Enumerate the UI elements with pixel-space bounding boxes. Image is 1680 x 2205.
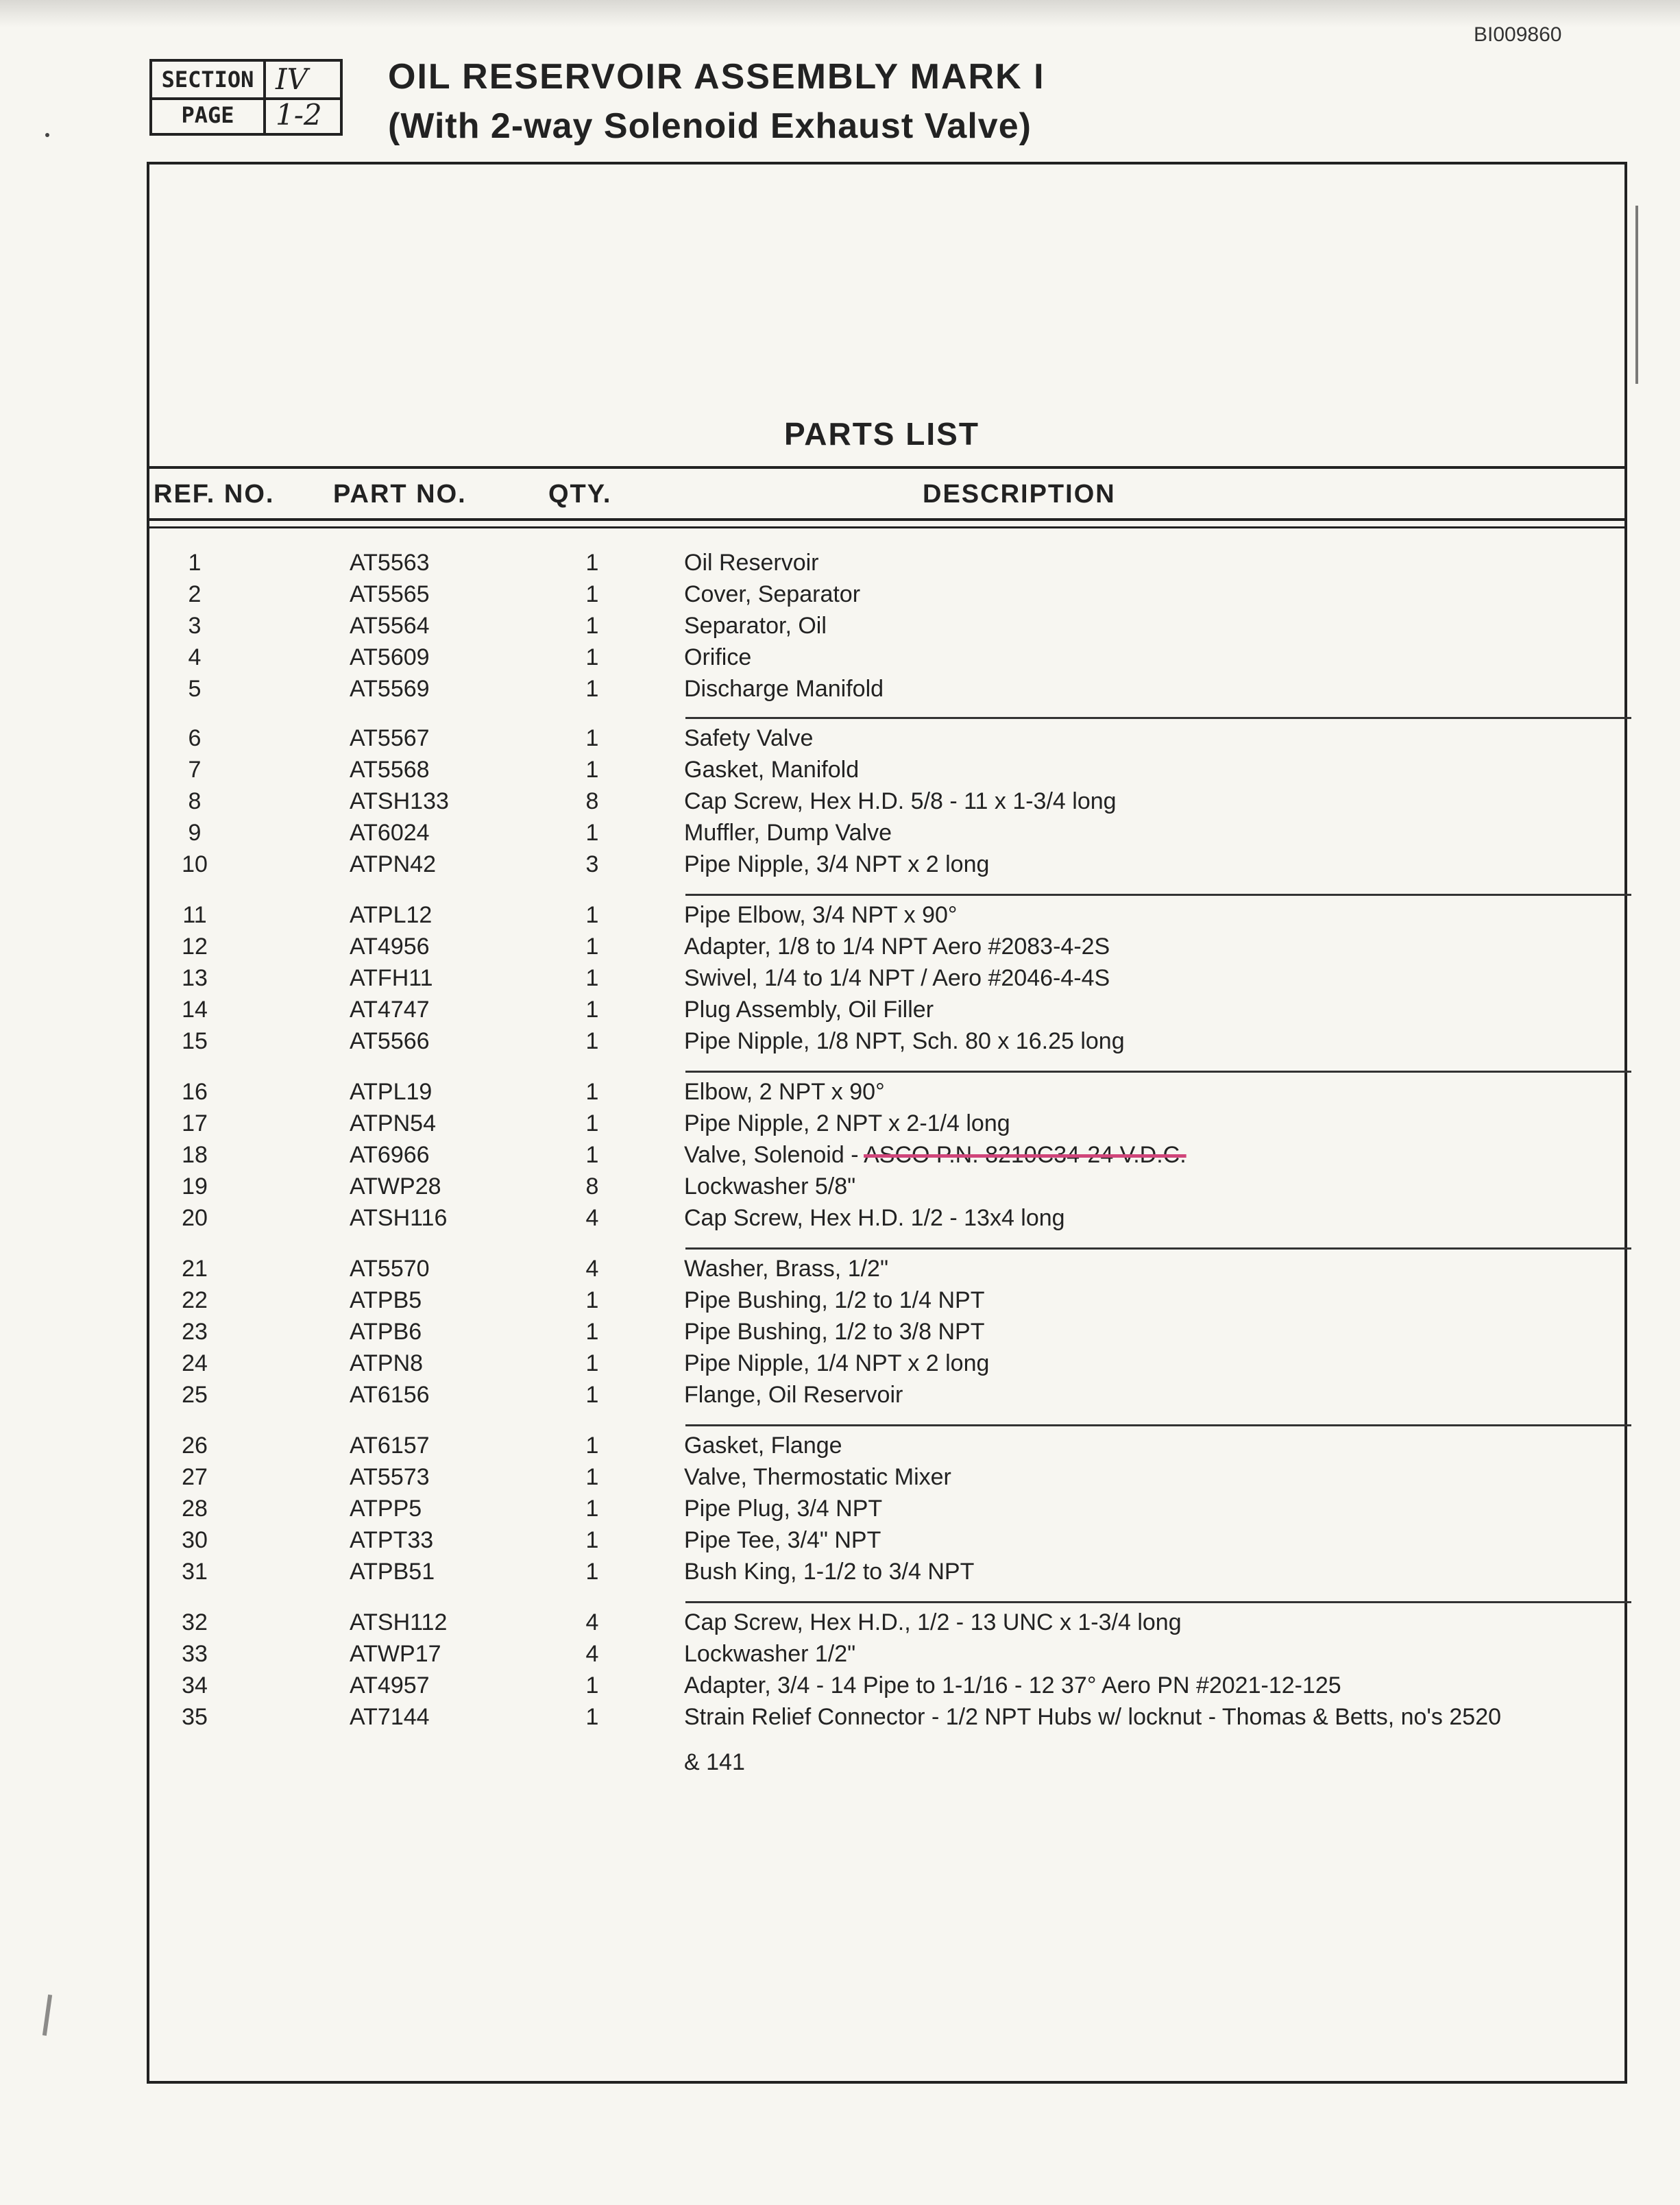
qty-cell: 4 — [585, 1205, 599, 1231]
table-row — [147, 1433, 1627, 1464]
qty-cell: 1 — [585, 1672, 599, 1698]
ref-cell: 22 — [182, 1287, 208, 1313]
description-cell: Discharge Manifold — [684, 676, 884, 702]
ref-cell: 17 — [182, 1110, 208, 1136]
part-no-cell: AT4956 — [350, 934, 430, 960]
ref-cell: 32 — [182, 1609, 208, 1635]
ref-cell: 13 — [182, 965, 208, 991]
scan-top-strip — [0, 0, 1680, 27]
page-title: OIL RESERVOIR ASSEMBLY MARK I — [388, 57, 1045, 97]
col-header-desc: DESCRIPTION — [923, 480, 1116, 509]
part-no-cell: AT5567 — [350, 725, 430, 751]
group-separator — [685, 894, 1631, 896]
qty-cell: 1 — [585, 1350, 599, 1376]
section-value: IV — [276, 62, 308, 96]
description-cell: Pipe Nipple, 1/4 NPT x 2 long — [684, 1350, 990, 1376]
part-no-cell: AT6156 — [350, 1382, 430, 1408]
group-separator — [685, 717, 1631, 719]
group-separator — [685, 1424, 1631, 1426]
part-no-cell: ATPB6 — [350, 1319, 422, 1345]
qty-cell: 1 — [585, 1496, 599, 1522]
description-cell: Bush King, 1-1/2 to 3/4 NPT — [684, 1559, 975, 1585]
ref-cell: 12 — [182, 934, 208, 960]
qty-cell: 1 — [585, 934, 599, 960]
description-cell: Pipe Plug, 3/4 NPT — [684, 1496, 883, 1522]
part-no-cell: AT5569 — [350, 676, 430, 702]
description-cell: Strain Relief Connector - 1/2 NPT Hubs w/ locknut - Thomas & Betts, no's 2520 — [684, 1704, 1502, 1730]
part-no-cell: AT5566 — [350, 1028, 430, 1054]
table-row — [147, 1173, 1627, 1205]
part-no-cell: AT5565 — [350, 581, 430, 607]
ref-cell: 34 — [182, 1672, 208, 1698]
col-header-qty: QTY. — [548, 480, 612, 509]
table-row — [147, 1350, 1627, 1382]
ref-cell: 33 — [182, 1641, 208, 1667]
description-cell: Oil Reservoir — [684, 550, 819, 576]
description-cell: Swivel, 1/4 to 1/4 NPT / Aero #2046-4-4S — [684, 965, 1110, 991]
ref-cell: 4 — [188, 644, 202, 670]
qty-cell: 1 — [585, 965, 599, 991]
description-cell: Pipe Bushing, 1/2 to 3/8 NPT — [684, 1319, 985, 1345]
section-page-box — [149, 59, 343, 136]
part-no-cell: AT6157 — [350, 1433, 430, 1459]
struck-description-text: ASCO P.N. 8210C34-24 V.D.C. — [864, 1142, 1186, 1168]
table-row — [147, 934, 1627, 965]
scan-speck — [42, 1995, 52, 2036]
table-row — [147, 757, 1627, 788]
description-cell: Orifice — [684, 644, 752, 670]
description-cell: Flange, Oil Reservoir — [684, 1382, 903, 1408]
description-cell: Gasket, Flange — [684, 1433, 842, 1459]
ref-cell: 26 — [182, 1433, 208, 1459]
part-no-cell: AT5570 — [350, 1256, 430, 1282]
table-row — [147, 1287, 1627, 1319]
part-no-cell: AT5609 — [350, 644, 430, 670]
part-no-cell: ATWP28 — [350, 1173, 441, 1199]
table-row — [147, 1496, 1627, 1527]
qty-cell: 1 — [585, 1527, 599, 1553]
group-separator — [685, 1071, 1631, 1073]
table-row — [147, 1110, 1627, 1142]
col-header-part: PART NO. — [333, 480, 467, 509]
table-row — [147, 820, 1627, 851]
page-row — [152, 97, 340, 133]
table-row — [147, 1142, 1627, 1173]
part-no-cell: ATWP17 — [350, 1641, 441, 1667]
part-no-cell: ATPL12 — [350, 902, 433, 928]
qty-cell: 4 — [585, 1609, 599, 1635]
description-cell: Lockwasher 1/2" — [684, 1641, 856, 1667]
ref-cell: 3 — [188, 613, 202, 639]
qty-cell: 1 — [585, 581, 599, 607]
table-row — [147, 581, 1627, 613]
description-cell: Adapter, 1/8 to 1/4 NPT Aero #2083-4-2S — [684, 934, 1110, 960]
section-row — [152, 62, 340, 100]
description-cell: Safety Valve — [684, 725, 814, 751]
qty-cell: 1 — [585, 1142, 599, 1168]
ref-cell: 15 — [182, 1028, 208, 1054]
table-row — [147, 1028, 1627, 1060]
header-double-rule — [147, 526, 1627, 528]
part-no-cell: AT5564 — [350, 613, 430, 639]
ref-cell: 24 — [182, 1350, 208, 1376]
qty-cell: 1 — [585, 1287, 599, 1313]
page-edge-mark — [1635, 206, 1638, 384]
qty-cell: 8 — [585, 788, 599, 814]
description-cell: Cover, Separator — [684, 581, 861, 607]
ref-cell: 6 — [188, 725, 202, 751]
continuation-text: & 141 — [684, 1749, 745, 1775]
qty-cell: 4 — [585, 1256, 599, 1282]
page-label: PAGE — [152, 97, 266, 133]
part-no-cell: AT7144 — [350, 1704, 430, 1730]
table-row — [147, 1527, 1627, 1559]
qty-cell: 1 — [585, 1319, 599, 1345]
ref-cell: 1 — [188, 550, 202, 576]
ref-cell: 23 — [182, 1319, 208, 1345]
parts-list-heading: PARTS LIST — [784, 416, 979, 452]
description-cell: Pipe Nipple, 1/8 NPT, Sch. 80 x 16.25 long — [684, 1028, 1125, 1054]
part-no-cell: AT5568 — [350, 757, 430, 783]
qty-cell: 1 — [585, 1433, 599, 1459]
description-cell: Cap Screw, Hex H.D. 1/2 - 13x4 long — [684, 1205, 1065, 1231]
description-cell: Plug Assembly, Oil Filler — [684, 997, 934, 1023]
description-cell-wrapper — [684, 1142, 1186, 1169]
header-bottom-rule — [147, 518, 1627, 521]
table-row — [147, 1641, 1627, 1672]
qty-cell: 1 — [585, 1559, 599, 1585]
col-header-ref: REF. NO. — [154, 480, 275, 509]
page-value: 1-2 — [276, 98, 322, 132]
table-row — [147, 1319, 1627, 1350]
table-row — [147, 1205, 1627, 1236]
qty-cell: 1 — [585, 1079, 599, 1105]
part-no-cell: ATSH112 — [350, 1609, 448, 1635]
qty-cell: 1 — [585, 1464, 599, 1490]
description-cell: Gasket, Manifold — [684, 757, 860, 783]
section-label: SECTION — [152, 62, 266, 97]
table-row — [147, 1609, 1627, 1641]
part-no-cell: AT4747 — [350, 997, 430, 1023]
qty-cell: 1 — [585, 676, 599, 702]
qty-cell: 1 — [585, 550, 599, 576]
part-no-cell: ATPB5 — [350, 1287, 422, 1313]
qty-cell: 1 — [585, 902, 599, 928]
qty-cell: 1 — [585, 644, 599, 670]
document-id: BI009860 — [1474, 23, 1562, 46]
table-row — [147, 851, 1627, 883]
group-separator — [685, 1601, 1631, 1603]
ref-cell: 19 — [182, 1173, 208, 1199]
part-no-cell: ATFH11 — [350, 965, 433, 991]
part-no-cell: AT6024 — [350, 820, 430, 846]
scan-speck — [45, 133, 49, 137]
table-row — [147, 676, 1627, 707]
part-no-cell: ATPP5 — [350, 1496, 422, 1522]
ref-cell: 28 — [182, 1496, 208, 1522]
table-row — [147, 965, 1627, 997]
qty-cell: 1 — [585, 820, 599, 846]
part-no-cell: ATPT33 — [350, 1527, 434, 1553]
qty-cell: 1 — [585, 757, 599, 783]
description-cell: Lockwasher 5/8" — [684, 1173, 856, 1199]
table-row — [147, 997, 1627, 1028]
description-cell: Washer, Brass, 1/2" — [684, 1256, 889, 1282]
table-row — [147, 1559, 1627, 1590]
table-row — [147, 550, 1627, 581]
part-no-cell: AT4957 — [350, 1672, 430, 1698]
ref-cell: 35 — [182, 1704, 208, 1730]
ref-cell: 31 — [182, 1559, 208, 1585]
table-row — [147, 788, 1627, 820]
description-cell: Cap Screw, Hex H.D., 1/2 - 13 UNC x 1-3/4 long — [684, 1609, 1182, 1635]
qty-cell: 1 — [585, 1382, 599, 1408]
part-no-cell: ATPL19 — [350, 1079, 433, 1105]
part-no-cell: ATSH116 — [350, 1205, 448, 1231]
ref-cell: 21 — [182, 1256, 208, 1282]
group-separator — [685, 1247, 1631, 1250]
description-cell: Valve, Thermostatic Mixer — [684, 1464, 951, 1490]
ref-cell: 20 — [182, 1205, 208, 1231]
ref-cell: 11 — [182, 902, 207, 928]
table-row — [147, 1382, 1627, 1413]
ref-cell: 9 — [188, 820, 202, 846]
table-row — [147, 1704, 1627, 1735]
ref-cell: 27 — [182, 1464, 208, 1490]
part-no-cell: ATPN54 — [350, 1110, 436, 1136]
qty-cell: 4 — [585, 1641, 599, 1667]
ref-cell: 2 — [188, 581, 202, 607]
part-no-cell: ATPB51 — [350, 1559, 435, 1585]
description-cell: Muffler, Dump Valve — [684, 820, 892, 846]
table-row — [147, 1079, 1627, 1110]
description-cell: Pipe Elbow, 3/4 NPT x 90° — [684, 902, 958, 928]
qty-cell: 1 — [585, 1704, 599, 1730]
description-cell: Separator, Oil — [684, 613, 827, 639]
qty-cell: 1 — [585, 1028, 599, 1054]
table-row — [147, 1464, 1627, 1496]
table-row — [147, 1672, 1627, 1704]
part-no-cell: ATPN42 — [350, 851, 436, 877]
ref-cell: 30 — [182, 1527, 208, 1553]
description-cell: Pipe Bushing, 1/2 to 1/4 NPT — [684, 1287, 985, 1313]
part-no-cell: ATSH133 — [350, 788, 449, 814]
description-cell: Cap Screw, Hex H.D. 5/8 - 11 x 1-3/4 long — [684, 788, 1117, 814]
qty-cell: 1 — [585, 997, 599, 1023]
table-row — [147, 1256, 1627, 1287]
ref-cell: 14 — [182, 997, 208, 1023]
ref-cell: 25 — [182, 1382, 208, 1408]
page-subtitle: (With 2-way Solenoid Exhaust Valve) — [388, 106, 1032, 146]
part-no-cell: AT5563 — [350, 550, 430, 576]
description-cell: Adapter, 3/4 - 14 Pipe to 1-1/16 - 12 37° Aero PN #2021-12-125 — [684, 1672, 1341, 1698]
table-row — [147, 725, 1627, 757]
header-top-rule — [147, 466, 1627, 469]
description-cell: Pipe Nipple, 2 NPT x 2-1/4 long — [684, 1110, 1010, 1136]
table-row — [147, 644, 1627, 676]
qty-cell: 1 — [585, 613, 599, 639]
qty-cell: 3 — [585, 851, 599, 877]
part-no-cell: AT5573 — [350, 1464, 430, 1490]
table-row — [147, 613, 1627, 644]
ref-cell: 5 — [188, 676, 202, 702]
ref-cell: 16 — [182, 1079, 208, 1105]
qty-cell: 8 — [585, 1173, 599, 1199]
ref-cell: 18 — [182, 1142, 208, 1168]
table-row — [147, 902, 1627, 934]
part-no-cell: AT6966 — [350, 1142, 430, 1168]
description-cell: Pipe Nipple, 3/4 NPT x 2 long — [684, 851, 990, 877]
qty-cell: 1 — [585, 725, 599, 751]
part-no-cell: ATPN8 — [350, 1350, 424, 1376]
qty-cell: 1 — [585, 1110, 599, 1136]
description-cell: Elbow, 2 NPT x 90° — [684, 1079, 885, 1105]
ref-cell: 7 — [188, 757, 202, 783]
description-cell: Pipe Tee, 3/4" NPT — [684, 1527, 881, 1553]
description-cell: Valve, Solenoid - — [684, 1142, 864, 1168]
ref-cell: 8 — [188, 788, 202, 814]
ref-cell: 10 — [182, 851, 208, 877]
